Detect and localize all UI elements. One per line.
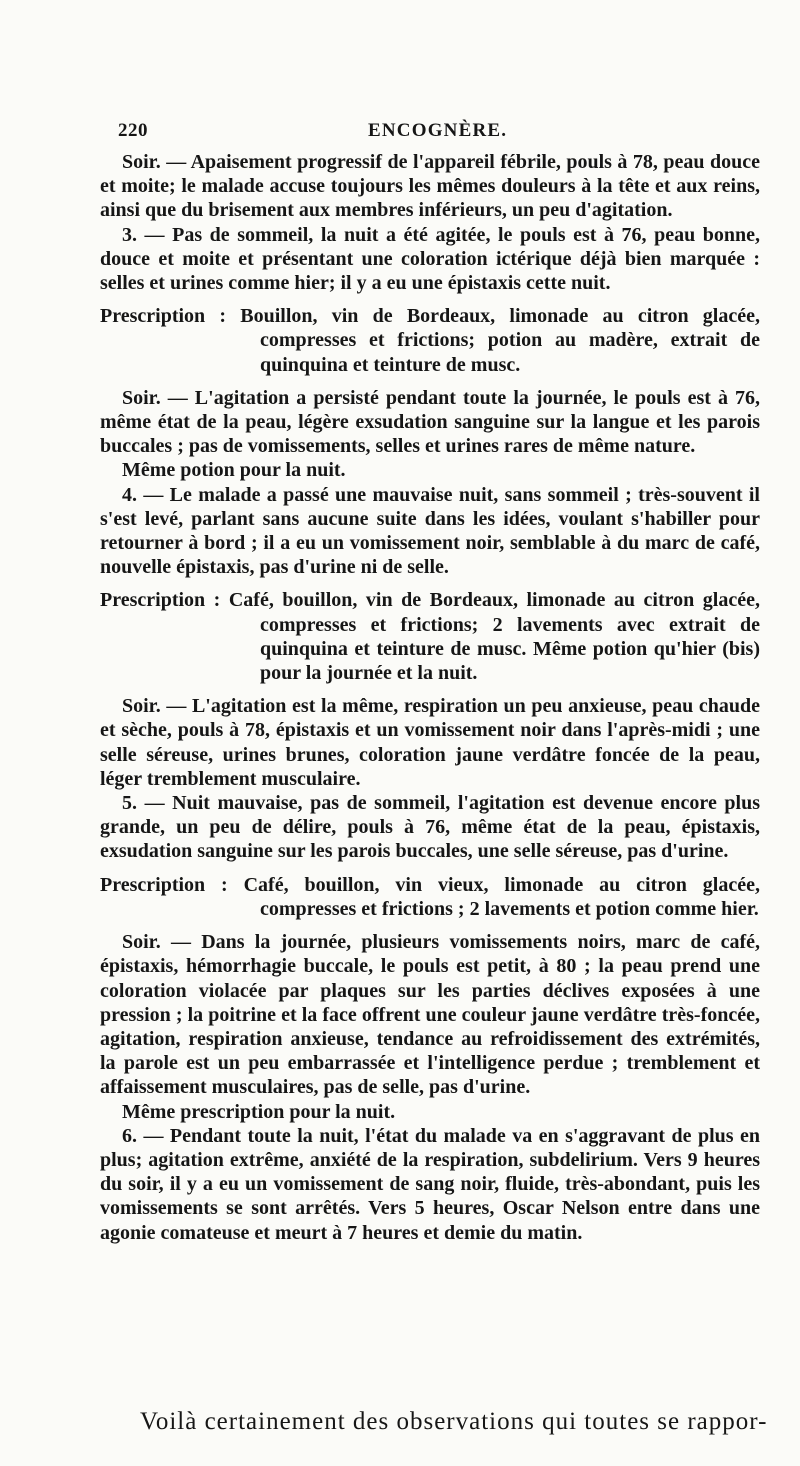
prescription-day-5: Prescription : Café, bouillon, vin vieux, limonade au citron glacée, compresses et frictions ; 2 lavements et potion comme hier. bbox=[100, 873, 760, 920]
body-text bbox=[100, 150, 760, 1245]
running-title: ENCOGNÈRE. bbox=[368, 120, 508, 141]
paragraph-meme-prescription: Même prescription pour la nuit. bbox=[122, 1100, 396, 1123]
running-header bbox=[118, 120, 678, 144]
closing-line: Voilà certainement des observations qui toutes se rappor- bbox=[140, 1408, 768, 1435]
paragraph-day-6: 6. — Pendant toute la nuit, l'état du malade va en s'aggravant de plus en plus; agitation extrême, anxiété de la respiration, subdelirium. Vers 9 heures du soir, il y a eu un vomissement de sang noir, fluide, très-abondant, puis les vomissements se sont arrêtés. Vers 5 heures, Oscar Nelson entre dans une agonie comateuse et meurt à 7 heures et demie du matin. bbox=[100, 1124, 760, 1244]
paragraph-potion: Même potion pour la nuit. bbox=[122, 459, 346, 482]
paragraph-soir-2: Soir. — L'agitation a persisté pendant toute la journée, le pouls est à 76, même état de la peau, légère exsudation sanguine sur la langue et les parois buccales ; pas de vomissements, selles et urines rares de même nature. bbox=[100, 386, 760, 458]
prescription-day-3: Prescription : Bouillon, vin de Bordeaux, limonade au citron glacée, compresses et frictions; potion au madère, extrait de quinquina et teinture de musc. bbox=[100, 305, 760, 376]
paragraph-soir-3: Soir. — L'agitation est la même, respiration un peu anxieuse, peau chaude et sèche, pouls à 78, épistaxis et un vomissement noir dans l'après-midi ; une selle séreuse, urines brunes, coloration jaune verdâtre foncée de la peau, léger tremblement musculaire. bbox=[100, 695, 760, 790]
paragraph-soir-4: Soir. — Dans la journée, plusieurs vomissements noirs, marc de café, épistaxis, hémorrhagie buccale, le pouls est petit, à 80 ; la peau prend une coloration violacée par plaques sur les parties déclives exposées à une pression ; la poitrine et la face offrent une couleur jaune verdâtre très-foncée, agitation, respiration anxieuse, tendance au refroidissement des extrémités, la parole est un peu embarrassée et l'intelligence perdue ; tremblement et affaissement musculaires, pas de selle, pas d'urine. bbox=[100, 931, 760, 1099]
paragraph-day-5: 5. — Nuit mauvaise, pas de sommeil, l'agitation est devenue encore plus grande, un peu de délire, pouls à 76, même état de la peau, épistaxis, exsudation sanguine sur les parois buccales, une selle séreuse, pas d'urine. bbox=[100, 792, 760, 863]
paragraph-day-3: 3. — Pas de sommeil, la nuit a été agitée, le pouls est à 76, peau bonne, douce et moite et présentant une coloration ictérique déjà bien marquée : selles et urines comme hier; il y a eu une épistaxis cette nuit. bbox=[100, 223, 760, 295]
paragraph-day-4: 4. — Le malade a passé une mauvaise nuit, sans sommeil ; très-souvent il s'est levé, parlant sans aucune suite dans les idées, voulant s'habiller pour retourner à bord ; il a eu un vomissement noir, semblable à du marc de café, nouvelle épistaxis, pas d'urine ni de selle. bbox=[100, 483, 760, 579]
prescription-day-4: Prescription : Café, bouillon, vin de Bordeaux, limonade au citron glacée, compresses et frictions; 2 lavements avec extrait de quinquina et teinture de musc. Même potion qu'hier (bis) pour la journée et la nuit. bbox=[100, 589, 760, 685]
page-number: 220 bbox=[118, 120, 148, 141]
paragraph-soir-1: Soir. — Apaisement progressif de l'appareil fébrile, pouls à 78, peau douce et moite; le malade accuse toujours les mêmes douleurs à la tête et aux reins, ainsi que du brisement aux membres inférieurs, un peu d'agitation. bbox=[100, 151, 760, 222]
